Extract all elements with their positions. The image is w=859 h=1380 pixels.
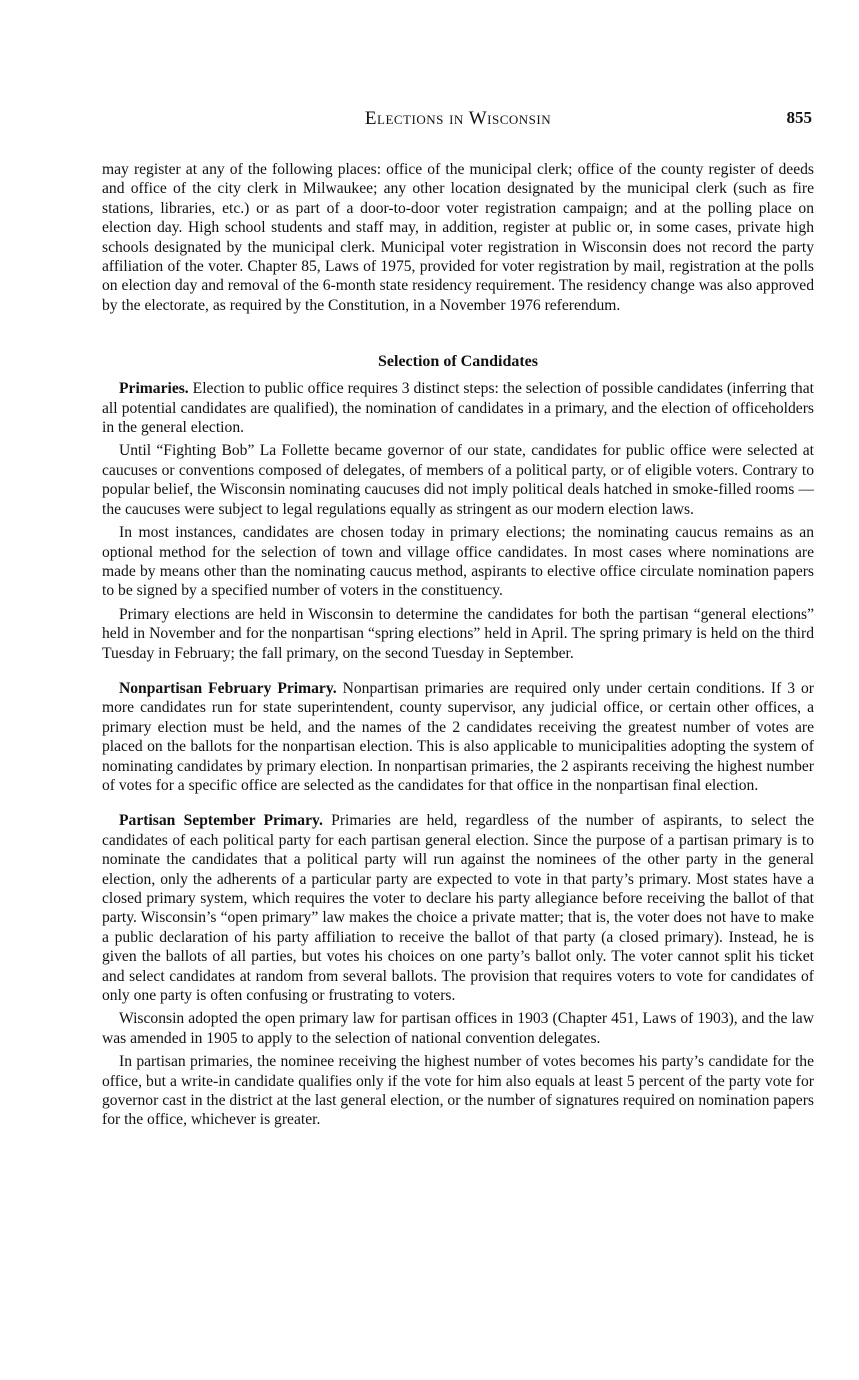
- nonpartisan-paragraph-text: Nonpartisan primaries are required only under certain conditions. If 3 or more candidates run for state superintendent, county supervisor, any judicial office, or certain other offices, a primary election must be held, and the names of the 2 candidates receiving the greatest number of votes are placed on the ballots for the nonpartisan election. This is also applicable to municipalities adopting the system of nominating candidates by primary election. In nonpartisan primaries, the 2 aspirants receiving the highest number of votes for a specific office are selected as the candidates for that office in the nonpartisan final election.: [102, 679, 815, 794]
- primaries-paragraph-4: Primary elections are held in Wisconsin to determine the candidates for both the partisan “general elections” held in November and for the nonpartisan “spring elections” held in April. The spring primary is held on the third Tuesday in February; the fall primary, on the second Tuesday in September.: [102, 605, 814, 662]
- primaries-paragraph-1-text: Election to public office requires 3 distinct steps: the selection of possible candidates (inferring that all potential candidates are qualified), the nomination of candidates in a primary, and the election of officeholders in the general election.: [102, 380, 814, 437]
- partisan-paragraph-3: In partisan primaries, the nominee receiving the highest number of votes becomes his party’s candidate for the office, but a write-in candidate qualifies only if the vote for him also equals at least 5 percent of the party vote for governor cast in the district at the last general election, or the number of signatures required on nomination papers for the office, whichever is greater.: [102, 1053, 814, 1129]
- partisan-paragraph-1: [102, 811, 814, 1005]
- primaries-heading: Primaries.: [119, 380, 189, 398]
- section-heading: Selection of Candidates: [378, 353, 538, 371]
- nonpartisan-heading: Nonpartisan February Primary.: [119, 679, 337, 697]
- primaries-paragraph-2: Until “Fighting Bob” La Follette became governor of our state, candidates for public office were selected at caucuses or conventions composed of delegates, of members of a political party, or of eligible voters. Contrary to popular belief, the Wisconsin nominating caucuses did not imply political deals hatched in smoke-filled rooms — the caucuses were subject to legal regulations equally as stringent as our modern election laws.: [102, 442, 814, 518]
- nonpartisan-paragraph: [102, 679, 814, 795]
- running-header-title: Elections in Wisconsin: [364, 108, 552, 129]
- running-header: [102, 108, 814, 138]
- document-page: [102, 108, 814, 1130]
- intro-paragraph: may register at any of the following places: office of the municipal clerk; office of the county register of deeds and office of the city clerk in Milwaukee; any other location designated by the municipal clerk (such as fire stations, libraries, etc.) or as part of a door-to-door voter registration campaign; and at the polling place on election day. High school students and staff may, in addition, register at public or, in some cases, private high schools designated by the municipal clerk. Municipal voter registration in Wisconsin does not record the party affiliation of the voter. Chapter 85, Laws of 1975, provided for voter registration by mail, registration at the polls on election day and removal of the 6-month state residency requirement. The residency change was also approved by the electorate, as required by the Constitution, in a November 1976 referendum.: [102, 161, 814, 314]
- primaries-paragraph-1: [102, 379, 814, 437]
- partisan-paragraph-2: Wisconsin adopted the open primary law for partisan offices in 1903 (Chapter 451, Laws of 1903), and the law was amended in 1905 to apply to the selection of national convention delegates.: [102, 1010, 814, 1047]
- partisan-paragraph-1-text: Primaries are held, regardless of the number of aspirants, to select the candidates of each political party for each partisan general election. Since the purpose of a partisan primary is to nominate the candidates that a political party will run against the nominees of the other party in the general election, only the adherents of a particular party are expected to vote in that party’s primary. Most states have a closed primary system, which requires the voter to declare his party allegiance before receiving the ballot of that party. Wisconsin’s “open primary” law makes the choice a private matter; that is, the voter does not have to make a public declaration of his party affiliation to receive the ballot of that party (a closed primary). Instead, he is given the ballots of all parties, but votes his choices on one party’s ballot only. The voter cannot split his ticket and select candidates at random from several ballots. The provision that requires voters to vote for candidates of only one party is often confusing or frustrating to voters.: [102, 812, 815, 1005]
- partisan-heading: Partisan September Primary.: [119, 812, 323, 830]
- primaries-paragraph-3: In most instances, candidates are chosen today in primary elections; the nominating caucus remains as an optional method for the selection of town and village office candidates. In most cases where nominations are made by means other than the nominating caucus method, aspirants to elective office circulate nomination papers to be signed by a specified number of voters in the constituency.: [102, 524, 814, 600]
- page-number: 855: [786, 108, 812, 127]
